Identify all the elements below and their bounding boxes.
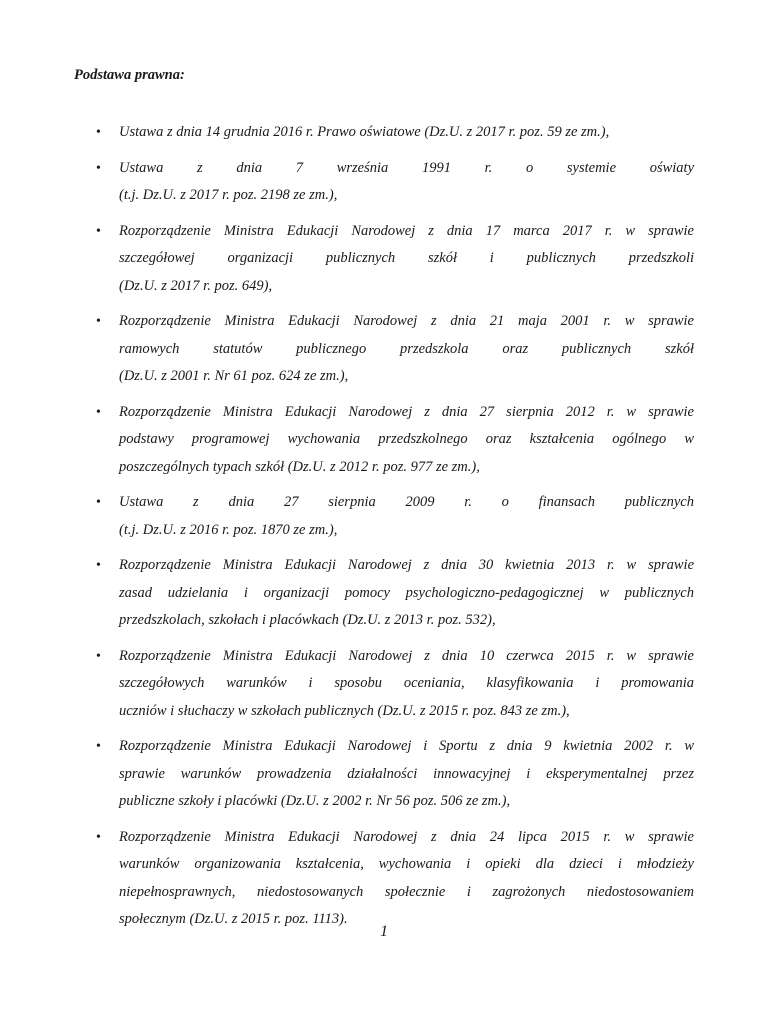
text-line: Rozporządzenie Ministra Edukacji Narodowej z dnia 21 maja 2001 r. w sprawie	[119, 313, 694, 329]
bullet-icon: •	[96, 829, 101, 845]
text-line: szczegółowej organizacji publicznych szkół i publicznych przedszkoli	[119, 250, 694, 266]
list-item	[0, 399, 768, 482]
bullet-icon: •	[96, 223, 101, 239]
text-line: Ustawa z dnia 27 sierpnia 2009 r. o finansach publicznych	[119, 494, 694, 510]
text-line: Ustawa z dnia 14 grudnia 2016 r. Prawo oświatowe (Dz.U. z 2017 r. poz. 59 ze zm.),	[119, 124, 610, 140]
text-line: (Dz.U. z 2017 r. poz. 649),	[119, 277, 273, 294]
text-line: szczegółowych warunków i sposobu oceniania, klasyfikowania i promowania	[119, 675, 694, 691]
bullet-icon: •	[96, 314, 101, 329]
bullet-icon: •	[96, 739, 101, 754]
text-line: uczniów i słuchaczy w szkołach publicznych (Dz.U. z 2015 r. poz. 843 ze zm.),	[119, 702, 570, 719]
bullet-icon: •	[96, 558, 101, 573]
text-line: (t.j. Dz.U. z 2016 r. poz. 1870 ze zm.),	[119, 521, 338, 538]
bullet-icon: •	[96, 648, 101, 664]
list-item	[0, 489, 768, 544]
text-line: Rozporządzenie Ministra Edukacji Narodowej i Sportu z dnia 9 kwietnia 2002 r. w	[119, 738, 694, 754]
legal-act-text	[119, 824, 694, 934]
text-line: publiczne szkoły i placówki (Dz.U. z 2002 r. Nr 56 poz. 506 ze zm.),	[119, 793, 511, 809]
text-line: społecznym (Dz.U. z 2015 r. poz. 1113).	[119, 911, 348, 927]
text-line: Rozporządzenie Ministra Edukacji Narodowej z dnia 27 sierpnia 2012 r. w sprawie	[119, 403, 694, 420]
text-line: (Dz.U. z 2001 r. Nr 61 poz. 624 ze zm.),	[119, 368, 349, 384]
text-line: podstawy programowej wychowania przedszkolnego oraz kształcenia ogólnego w	[119, 431, 694, 447]
legal-act-text	[119, 489, 694, 544]
list-item	[0, 643, 768, 726]
text-line: warunków organizowania kształcenia, wychowania i opieki dla dzieci i młodzieży	[119, 856, 694, 872]
bullet-icon: •	[96, 160, 101, 176]
text-line: sprawie warunków prowadzenia działalności innowacyjnej i eksperymentalnej przez	[119, 765, 694, 782]
legal-basis-list	[0, 119, 768, 942]
text-line: Rozporządzenie Ministra Edukacji Narodowej z dnia 30 kwietnia 2013 r. w sprawie	[119, 557, 694, 573]
list-item	[0, 308, 768, 391]
legal-act-text	[119, 399, 694, 482]
list-item	[0, 155, 768, 210]
text-line: Rozporządzenie Ministra Edukacji Narodowej z dnia 10 czerwca 2015 r. w sprawie	[119, 647, 694, 664]
section-heading: Podstawa prawna:	[74, 67, 185, 83]
legal-act-text	[119, 733, 694, 816]
text-line: przedszkolach, szkołach i placówkach (Dz.U. z 2013 r. poz. 532),	[119, 612, 496, 628]
legal-act-text	[119, 643, 694, 726]
bullet-icon: •	[96, 125, 101, 140]
text-line: Rozporządzenie Ministra Edukacji Narodowej z dnia 17 marca 2017 r. w sprawie	[119, 222, 694, 239]
legal-act-text	[119, 552, 694, 635]
list-item	[0, 733, 768, 816]
text-line: Ustawa z dnia 7 września 1991 r. o systemie oświaty	[119, 159, 694, 176]
list-item	[0, 552, 768, 635]
list-item	[0, 218, 768, 301]
text-line: Rozporządzenie Ministra Edukacji Narodowej z dnia 24 lipca 2015 r. w sprawie	[119, 828, 694, 845]
legal-act-text	[119, 155, 694, 210]
text-line: zasad udzielania i organizacji pomocy psychologiczno-pedagogicznej w publicznych	[119, 584, 694, 601]
text-line: (t.j. Dz.U. z 2017 r. poz. 2198 ze zm.),	[119, 187, 338, 203]
legal-act-text	[119, 308, 694, 391]
text-line: ramowych statutów publicznego przedszkola oraz publicznych szkół	[119, 340, 694, 357]
list-item	[0, 119, 768, 147]
legal-act-text	[119, 119, 694, 147]
bullet-icon: •	[96, 495, 101, 510]
text-line: niepełnosprawnych, niedostosowanych społecznie i zagrożonych niedostosowaniem	[119, 883, 694, 900]
bullet-icon: •	[96, 404, 101, 420]
page-number: 1	[380, 923, 388, 940]
text-line: poszczególnych typach szkół (Dz.U. z 2012 r. poz. 977 ze zm.),	[119, 458, 480, 475]
list-item	[0, 824, 768, 934]
legal-act-text	[119, 218, 694, 301]
